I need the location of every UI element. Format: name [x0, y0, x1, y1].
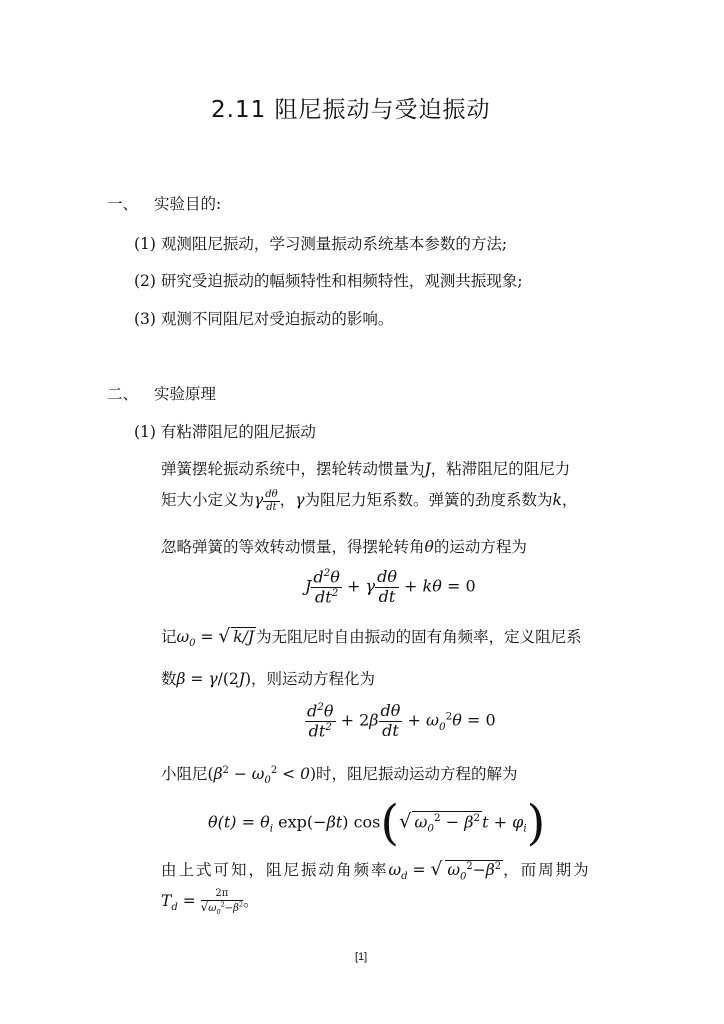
section-number-2: 二、 — [107, 385, 139, 403]
paragraph-line: 记$\omega_0$ = √ k/J 为无阻尼时自由振动的固有角频率，定义阻尼系 — [161, 626, 582, 650]
paragraph-line: 忽略弹簧的等效转动惯量，得摆轮转角θ的运动方程为 — [161, 538, 527, 556]
objective-item: (3) 观测不同阻尼对受迫振动的影响。 — [134, 310, 394, 328]
section-heading-1: 实验目的: — [154, 195, 222, 213]
equation-normalized: $\frac{d^2\theta}{dt^2}$ + 2β $\frac{d\theta}{dt}$ + $\omega_0^2\theta = 0$ — [307, 701, 496, 741]
section-heading-2: 实验原理 — [154, 385, 217, 403]
objective-item: (2) 研究受迫振动的幅频特性和相频特性，观测共振现象; — [134, 272, 523, 290]
paragraph-line: 弹簧摆轮振动系统中，摆轮转动惯量为J，粘滞阻尼的阻尼力 — [161, 460, 571, 478]
section-number-1: 一、 — [107, 195, 139, 213]
paragraph-line: 小阻尼$(\beta^2 - \omega_0^2 < 0)$时，阻尼振动运动方程的解为 — [161, 764, 518, 787]
page-number: [1] — [355, 951, 368, 963]
page-title: 2.11 阻尼振动与受迫振动 — [211, 97, 491, 123]
paragraph-line: 数β = γ/(2J)，则运动方程化为 — [161, 670, 376, 688]
paragraph-line: 由上式可知，阻尼振动角频率$\omega_d$ = √ $\omega_0^2-\beta^2$ ，而周期为 — [161, 859, 591, 883]
equation-motion: J $\frac{d^2\theta}{dt^2}$ + γ $\frac{d\theta}{dt}$ + kθ = 0 — [305, 567, 476, 607]
paragraph-line: 矩大小定义为γ $\frac{d\theta}{dt}$ ，γ为阻尼力矩系数。弹簧的劲度系数为k， — [161, 489, 578, 513]
equation-solution: $\theta(t) = \theta_i$ exp(−βt) cos(√ $\omega_0^2 - \beta^2$ $t + \varphi_i$) — [208, 795, 546, 851]
paragraph-line: $T_d$ = $\frac{2\pi}{√\omega_0^2-\beta^2}$ 。 — [161, 888, 259, 916]
objective-item: (1) 观测阻尼振动，学习测量振动系统基本参数的方法; — [134, 235, 508, 253]
subsection-heading: (1) 有粘滞阻尼的阻尼振动 — [134, 423, 316, 441]
